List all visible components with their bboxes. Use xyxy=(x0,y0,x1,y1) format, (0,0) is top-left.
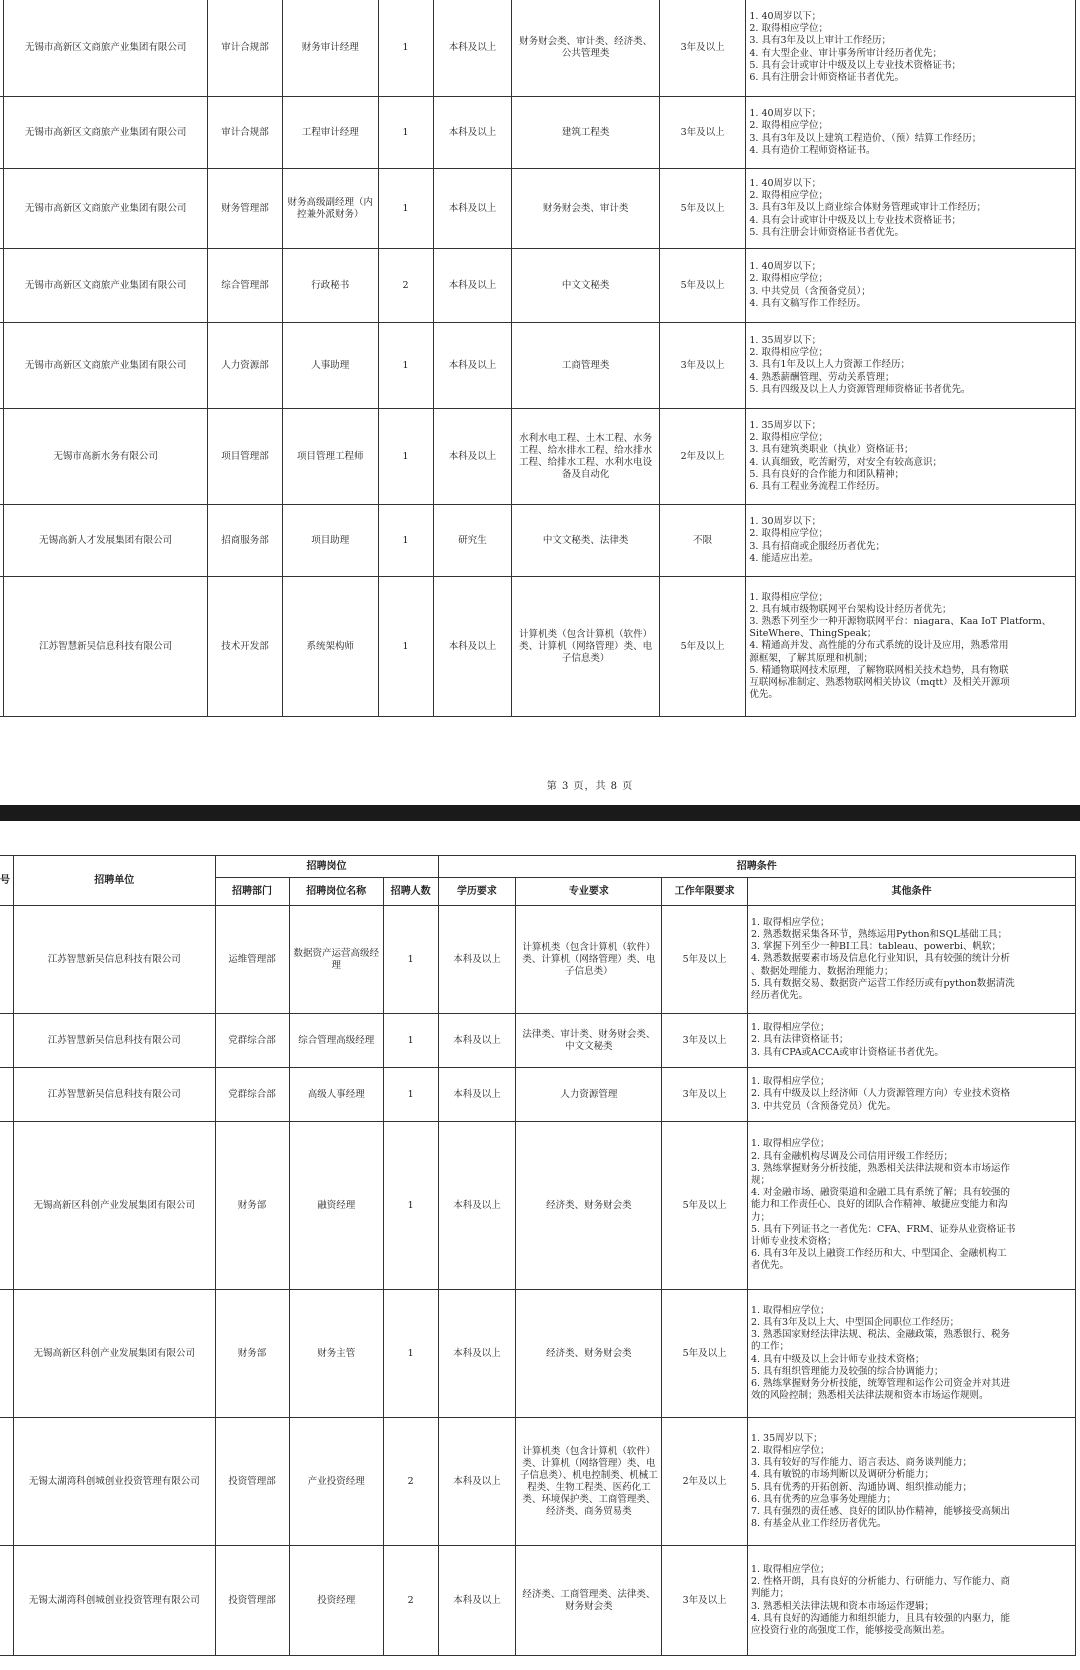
condition-line: 2. 熟悉数据采集各环节，熟练运用Python和SQL基础工具； xyxy=(750,928,1008,940)
condition-line: 4. 具有文稿写作工作经历。 xyxy=(749,297,866,309)
condition-line: 4. 精通高并发、高性能的分布式系统的设计及应用，熟悉常用 xyxy=(749,640,1009,652)
condition-line: 1. 40周岁以下； xyxy=(749,177,822,189)
unit-cell: 无锡太湖湾科创城创业投资管理有限公司 xyxy=(14,1418,216,1546)
condition-line: 2. 取得相应学位； xyxy=(749,120,828,132)
edu-cell: 本科及以上 xyxy=(433,577,512,717)
unit-cell: 江苏智慧新吴信息科技有限公司 xyxy=(14,1014,216,1068)
condition-line: 2. 取得相应学位； xyxy=(749,347,828,359)
dept-cell: 审计合规部 xyxy=(208,97,283,169)
condition-line: 1. 取得相应学位； xyxy=(750,1304,830,1316)
condition-line: 2. 具有3年及以上大、中型国企同职位工作经历； xyxy=(750,1316,960,1328)
num-cell: 1 xyxy=(383,1068,438,1122)
condition-line: 3. 具有较好的写作能力、语言表达、商务谈判能力； xyxy=(750,1457,973,1469)
header-seq: 号 xyxy=(0,856,14,906)
dept-cell: 财务部 xyxy=(215,1122,289,1290)
condition-line: 规； xyxy=(750,1174,770,1186)
condition-line: 1. 取得相应学位； xyxy=(750,1076,830,1088)
table-header xyxy=(0,856,1076,906)
condition-line: 判能力； xyxy=(750,1588,789,1600)
header-post: 招聘岗位名称 xyxy=(289,878,383,906)
condition-line: 6. 具有工程业务流程工作经历。 xyxy=(749,480,885,492)
num-cell: 1 xyxy=(378,0,433,97)
dept-cell: 投资管理部 xyxy=(215,1418,289,1546)
condition-line: 7. 具有强烈的责任感、良好的团队协作精神，能够接受高频出 xyxy=(750,1505,1011,1517)
condition-line: 5. 具有下列证书之一者优先：CFA、FRM、证券从业资格证书 xyxy=(750,1223,1016,1235)
num-cell: 1 xyxy=(378,505,433,577)
condition-line: 2. 具有中级及以上经济师（人力资源管理方向）专业技术资格 xyxy=(750,1088,1011,1100)
major-cell: 水利水电工程、土木工程、水务工程、给水排水工程、给水排水工程、给排水工程、水利水电设备及自动化 xyxy=(512,409,660,505)
years-cell: 5年及以上 xyxy=(662,1122,748,1290)
unit-cell: 无锡市高新区文商旅产业集团有限公司 xyxy=(4,0,208,97)
condition-line: 3. 熟悉下列至少一种开源物联网平台：niagara、Kaa IoT Platform、 xyxy=(749,615,1052,627)
conditions-cell xyxy=(747,1014,1075,1068)
seq-cell xyxy=(0,906,14,1014)
edu-cell: 本科及以上 xyxy=(433,249,512,323)
header-unit: 招聘单位 xyxy=(14,856,216,906)
condition-line: 力； xyxy=(750,1211,770,1223)
condition-line: 1. 40周岁以下； xyxy=(749,10,822,22)
page-divider xyxy=(0,805,1080,821)
condition-line: 3. 具有3年及以上建筑工程造价、（预）结算工作经历； xyxy=(749,132,982,144)
unit-cell: 无锡市高新区文商旅产业集团有限公司 xyxy=(4,249,208,323)
condition-line: 效的风险控制；熟悉相关法律法规和资本市场运作规则。 xyxy=(750,1390,989,1402)
condition-line: 5. 具有良好的合作能力和团队精神； xyxy=(749,468,904,480)
condition-line: 3. 中共党员（含预备党员）优先。 xyxy=(750,1100,897,1112)
unit-cell: 无锡市高新水务有限公司 xyxy=(4,409,208,505)
condition-line: 3. 具有3年及以上审计工作经历； xyxy=(749,35,892,47)
condition-line: 2. 取得相应学位； xyxy=(749,273,828,285)
major-cell: 经济类、财务财会类 xyxy=(516,1122,662,1290)
condition-line: 1. 取得相应学位； xyxy=(750,1563,830,1575)
dept-cell: 党群综合部 xyxy=(215,1014,289,1068)
condition-line: 、数据处理能力、数据治理能力； xyxy=(750,965,894,977)
major-cell: 工商管理类 xyxy=(512,323,660,409)
condition-line: SiteWhere、ThingSpeak； xyxy=(749,628,877,640)
edu-cell: 本科及以上 xyxy=(433,0,512,97)
condition-line: 应投资行业的高强度工作，能够接受高频出差。 xyxy=(750,1624,951,1636)
condition-line: 2. 具有法律资格证书； xyxy=(750,1034,849,1046)
condition-line: 5. 具有会计或审计中级及以上专业技术资格证书； xyxy=(749,59,961,71)
condition-line: 1. 取得相应学位； xyxy=(749,591,828,603)
post-cell: 项目助理 xyxy=(282,505,378,577)
condition-line: 2. 具有城市级物联网平台架构设计经历者优先； xyxy=(749,603,952,615)
unit-cell: 无锡市高新区文商旅产业集团有限公司 xyxy=(4,97,208,169)
years-cell: 3年及以上 xyxy=(659,323,746,409)
unit-cell: 无锡市高新区文商旅产业集团有限公司 xyxy=(4,169,208,249)
edu-cell: 本科及以上 xyxy=(438,1290,516,1418)
years-cell: 3年及以上 xyxy=(662,1014,748,1068)
condition-line: 3. 熟练掌握财务分析技能，熟悉相关法律法规和资本市场运作 xyxy=(750,1162,1011,1174)
header-cond-group: 招聘条件 xyxy=(438,856,1075,878)
major-cell: 计算机类（包含计算机（软件）类、计算机（网络管理）类、电子信息类） xyxy=(512,577,660,717)
dept-cell: 综合管理部 xyxy=(208,249,283,323)
header-dept: 招聘部门 xyxy=(215,878,289,906)
condition-line: 4. 熟悉数据要素市场及信息化行业知识，具有较强的统计分析 xyxy=(750,953,1011,965)
condition-line: 6. 具有优秀的应急事务处理能力； xyxy=(750,1493,897,1505)
unit-cell: 无锡太湖湾科创城创业投资管理有限公司 xyxy=(14,1546,216,1656)
condition-line: 2. 性格开朗，具有良好的分析能力、行研能力、写作能力、商 xyxy=(750,1576,1011,1588)
unit-cell: 无锡高新区科创产业发展集团有限公司 xyxy=(14,1122,216,1290)
post-cell: 财务主管 xyxy=(289,1290,383,1418)
years-cell: 3年及以上 xyxy=(662,1068,748,1122)
post-cell: 财务高级副经理（内控兼外派财务） xyxy=(282,169,378,249)
condition-line: 4. 具有敏锐的市场判断以及调研分析能力； xyxy=(750,1469,935,1481)
conditions-cell xyxy=(746,409,1076,505)
years-cell: 2年及以上 xyxy=(659,409,746,505)
conditions-cell xyxy=(747,1122,1075,1290)
unit-cell: 无锡高新区科创产业发展集团有限公司 xyxy=(14,1290,216,1418)
dept-cell: 投资管理部 xyxy=(215,1546,289,1656)
table-row xyxy=(0,323,1076,409)
page-4-body xyxy=(0,906,1076,1656)
seq-cell xyxy=(0,1290,14,1418)
num-cell: 1 xyxy=(378,409,433,505)
conditions-cell xyxy=(746,97,1076,169)
major-cell: 经济类、工商管理类、法律类、财务财会类 xyxy=(516,1546,662,1656)
header-post-group: 招聘岗位 xyxy=(215,856,438,878)
major-cell: 中文文秘类 xyxy=(512,249,660,323)
table-row xyxy=(0,1014,1076,1068)
condition-line: 4. 具有良好的沟通能力和组织能力，且具有较强的内驱力，能 xyxy=(750,1612,1011,1624)
condition-line: 1. 30周岁以下； xyxy=(749,516,822,528)
conditions-cell xyxy=(747,1290,1075,1418)
condition-line: 2. 取得相应学位； xyxy=(750,1444,830,1456)
major-cell: 法律类、审计类、财务财会类、中文文秘类 xyxy=(516,1014,662,1068)
condition-line: 经历者优先。 xyxy=(750,990,808,1001)
years-cell: 不限 xyxy=(659,505,746,577)
num-cell: 1 xyxy=(378,323,433,409)
condition-line: 者优先。 xyxy=(750,1260,789,1272)
table-row xyxy=(0,1290,1076,1418)
dept-cell: 技术开发部 xyxy=(208,577,283,717)
edu-cell: 本科及以上 xyxy=(438,1546,516,1656)
unit-cell: 无锡高新人才发展集团有限公司 xyxy=(4,505,208,577)
seq-cell xyxy=(0,1546,14,1656)
condition-line: 5. 具有数据交易、数据资产运营工作经历或有python数据清洗 xyxy=(750,977,1015,989)
major-cell: 财务财会类、审计类、经济类、公共管理类 xyxy=(512,0,660,97)
condition-line: 计师专业技术资格； xyxy=(750,1236,837,1247)
years-cell: 2年及以上 xyxy=(662,1418,748,1546)
condition-line: 4. 认真细致，吃苦耐劳，对安全有较高意识； xyxy=(749,456,942,468)
condition-line: 5. 具有四级及以上人力资源管理师资格证书者优先。 xyxy=(749,383,971,395)
seq-cell xyxy=(0,1068,14,1122)
major-cell: 人力资源管理 xyxy=(516,1068,662,1122)
years-cell: 3年及以上 xyxy=(659,0,746,97)
major-cell: 中文文秘类、法律类 xyxy=(512,505,660,577)
table-row xyxy=(0,409,1076,505)
num-cell: 1 xyxy=(383,1290,438,1418)
conditions-cell xyxy=(747,1068,1075,1122)
post-cell: 数据资产运营高级经理 xyxy=(289,906,383,1014)
post-cell: 工程审计经理 xyxy=(282,97,378,169)
dept-cell: 人力资源部 xyxy=(208,323,283,409)
table-row xyxy=(0,505,1076,577)
num-cell: 1 xyxy=(383,906,438,1014)
condition-line: 1. 35周岁以下； xyxy=(749,419,822,431)
conditions-cell xyxy=(747,1546,1075,1656)
condition-line: 4. 对金融市场、融资渠道和金融工具有系统了解；具有较强的 xyxy=(750,1187,1011,1199)
num-cell: 1 xyxy=(383,1014,438,1068)
condition-line: 3. 熟悉相关法律法规和资本市场运作逻辑； xyxy=(750,1600,935,1612)
condition-line: 4. 具有会计或审计中级及以上专业技术资格证书； xyxy=(749,214,961,226)
condition-line: 3. 中共党员（含预备党员）； xyxy=(749,285,871,297)
condition-line: 3. 掌握下列至少一种BI工具：tableau、powerbi、帆软； xyxy=(750,941,1001,953)
conditions-cell xyxy=(746,577,1076,717)
post-cell: 项目管理工程师 xyxy=(282,409,378,505)
post-cell: 融资经理 xyxy=(289,1122,383,1290)
condition-line: 3. 具有CPA或ACCA或审计资格证书者优先。 xyxy=(750,1046,944,1058)
page-footer: 第 3 页，共 8 页 xyxy=(546,781,634,792)
unit-cell: 江苏智慧新吴信息科技有限公司 xyxy=(14,1068,216,1122)
condition-line: 4. 具有造价工程师资格证书。 xyxy=(749,144,876,156)
num-cell: 1 xyxy=(378,577,433,717)
post-cell: 投资经理 xyxy=(289,1546,383,1656)
conditions-cell xyxy=(746,249,1076,323)
condition-line: 2. 取得相应学位； xyxy=(749,23,828,35)
condition-line: 3. 熟悉国家财经法律法规、税法、金融政策，熟悉银行、税务 xyxy=(750,1329,1011,1341)
num-cell: 2 xyxy=(378,249,433,323)
years-cell: 5年及以上 xyxy=(659,249,746,323)
condition-line: 6. 具有注册会计师资格证书者优先。 xyxy=(749,71,904,83)
condition-line: 1. 取得相应学位； xyxy=(750,1138,830,1150)
condition-line: 3. 具有招商或企服经历者优先； xyxy=(749,540,885,552)
table-row xyxy=(0,1068,1076,1122)
condition-line: 1. 取得相应学位； xyxy=(750,916,830,928)
condition-line: 4. 具有中级及以上会计师专业技术资格； xyxy=(750,1353,925,1365)
edu-cell: 本科及以上 xyxy=(438,1014,516,1068)
num-cell: 2 xyxy=(383,1418,438,1546)
table-row xyxy=(0,1122,1076,1290)
major-cell: 财务财会类、审计类 xyxy=(512,169,660,249)
edu-cell: 本科及以上 xyxy=(433,169,512,249)
condition-line: 3. 具有建筑类职业（执业）资格证书； xyxy=(749,444,914,456)
condition-line: 1. 35周岁以下； xyxy=(749,334,822,346)
post-cell: 行政秘书 xyxy=(282,249,378,323)
post-cell: 综合管理高级经理 xyxy=(289,1014,383,1068)
table-row xyxy=(0,1418,1076,1546)
table-row xyxy=(0,169,1076,249)
condition-line: 2. 取得相应学位； xyxy=(749,190,828,202)
major-cell: 建筑工程类 xyxy=(512,97,660,169)
conditions-cell xyxy=(746,169,1076,249)
table-row xyxy=(0,97,1076,169)
post-cell: 系统架构师 xyxy=(282,577,378,717)
seq-cell xyxy=(0,1418,14,1546)
years-cell: 3年及以上 xyxy=(659,97,746,169)
condition-line: 优先。 xyxy=(749,689,778,701)
conditions-cell xyxy=(747,1418,1075,1546)
seq-cell xyxy=(0,1122,14,1290)
years-cell: 5年及以上 xyxy=(662,1290,748,1418)
condition-line: 8. 有基金从业工作经历者优先。 xyxy=(750,1518,887,1530)
edu-cell: 本科及以上 xyxy=(433,323,512,409)
condition-line: 2. 取得相应学位； xyxy=(749,528,828,540)
page-3-body xyxy=(0,0,1076,717)
header-edu: 学历要求 xyxy=(438,878,516,906)
condition-line: 源框架，了解其原理和机制； xyxy=(749,652,873,664)
edu-cell: 研究生 xyxy=(433,505,512,577)
condition-line: 1. 35周岁以下； xyxy=(750,1432,823,1444)
table-row xyxy=(0,577,1076,717)
condition-line: 1. 40周岁以下； xyxy=(749,108,822,120)
num-cell: 2 xyxy=(383,1546,438,1656)
unit-cell: 江苏智慧新吴信息科技有限公司 xyxy=(14,906,216,1014)
table-row xyxy=(0,0,1076,97)
num-cell: 1 xyxy=(378,169,433,249)
condition-line: 4. 熟悉薪酬管理、劳动关系管理； xyxy=(749,371,895,383)
dept-cell: 运维管理部 xyxy=(215,906,289,1014)
edu-cell: 本科及以上 xyxy=(438,1418,516,1546)
dept-cell: 财务部 xyxy=(215,1290,289,1418)
condition-line: 6. 具有3年及以上融资工作经历和大、中型国企、金融机构工 xyxy=(750,1248,1007,1260)
header-num: 招聘人数 xyxy=(383,878,438,906)
conditions-cell xyxy=(746,323,1076,409)
recruitment-table-page-3 xyxy=(0,0,1076,717)
post-cell: 财务审计经理 xyxy=(282,0,378,97)
dept-cell: 招商服务部 xyxy=(208,505,283,577)
edu-cell: 本科及以上 xyxy=(433,97,512,169)
condition-line: 的工作； xyxy=(750,1341,789,1353)
years-cell: 5年及以上 xyxy=(659,169,746,249)
seq-cell xyxy=(0,1014,14,1068)
major-cell: 经济类、财务财会类 xyxy=(516,1290,662,1418)
condition-line: 4. 有大型企业、审计事务所审计经历者优先； xyxy=(749,47,942,59)
condition-line: 互联网标准制定、熟悉物联网相关协议（mqtt）及相关开源项 xyxy=(749,677,1010,688)
edu-cell: 本科及以上 xyxy=(438,1122,516,1290)
dept-cell: 项目管理部 xyxy=(208,409,283,505)
years-cell: 5年及以上 xyxy=(662,906,748,1014)
condition-line: 2. 具有金融机构尽调及公司信用评级工作经历； xyxy=(750,1150,954,1162)
condition-line: 6. 熟练掌握财务分析技能，统筹管理和运作公司资金并对其进 xyxy=(750,1377,1011,1389)
years-cell: 3年及以上 xyxy=(662,1546,748,1656)
table-row xyxy=(0,906,1076,1014)
edu-cell: 本科及以上 xyxy=(438,906,516,1014)
condition-line: 5. 具有优秀的开拓创新、沟通协调、组织推动能力； xyxy=(750,1481,973,1493)
header-years: 工作年限要求 xyxy=(662,878,748,906)
condition-line: 5. 具有组织管理能力及较强的综合协调能力； xyxy=(750,1365,944,1377)
unit-cell: 江苏智慧新吴信息科技有限公司 xyxy=(4,577,208,717)
conditions-cell xyxy=(747,906,1075,1014)
major-cell: 计算机类（包含计算机（软件）类、计算机（网络管理）类、电子信息类） xyxy=(516,906,662,1014)
num-cell: 1 xyxy=(383,1122,438,1290)
condition-line: 5. 具有注册会计师资格证书者优先。 xyxy=(749,226,904,238)
header-other: 其他条件 xyxy=(747,878,1075,906)
dept-cell: 党群综合部 xyxy=(215,1068,289,1122)
dept-cell: 财务管理部 xyxy=(208,169,283,249)
edu-cell: 本科及以上 xyxy=(433,409,512,505)
years-cell: 5年及以上 xyxy=(659,577,746,717)
condition-line: 1. 取得相应学位； xyxy=(750,1022,830,1034)
edu-cell: 本科及以上 xyxy=(438,1068,516,1122)
dept-cell: 审计合规部 xyxy=(208,0,283,97)
condition-line: 3. 具有3年及以上商业综合体财务管理或审计工作经历； xyxy=(749,202,987,214)
conditions-cell xyxy=(746,0,1076,97)
condition-line: 1. 40周岁以下； xyxy=(749,261,822,273)
header-major: 专业要求 xyxy=(516,878,662,906)
recruitment-table-page-4 xyxy=(0,855,1076,1656)
post-cell: 高级人事经理 xyxy=(289,1068,383,1122)
condition-line: 3. 具有1年及以上人力资源工作经历； xyxy=(749,359,911,371)
post-cell: 产业投资经理 xyxy=(289,1418,383,1546)
condition-line: 能力和工作责任心、良好的团队合作精神、敏捷应变能力和沟 xyxy=(750,1199,1008,1211)
condition-line: 5. 精通物联网技术原理，了解物联网相关技术趋势，具有物联 xyxy=(749,664,1009,676)
unit-cell: 无锡市高新区文商旅产业集团有限公司 xyxy=(4,323,208,409)
table-row xyxy=(0,249,1076,323)
table-row xyxy=(0,1546,1076,1656)
condition-line: 2. 取得相应学位； xyxy=(749,432,828,444)
major-cell: 计算机类（包含计算机（软件）类、计算机（网络管理）类、电子信息类）、机电控制类、机械工程类、生物工程类、医药化工类、环境保护类、工商管理类、经济类、商务贸易类 xyxy=(516,1418,662,1546)
post-cell: 人事助理 xyxy=(282,323,378,409)
num-cell: 1 xyxy=(378,97,433,169)
condition-line: 4. 能适应出差。 xyxy=(749,552,819,564)
conditions-cell xyxy=(746,505,1076,577)
